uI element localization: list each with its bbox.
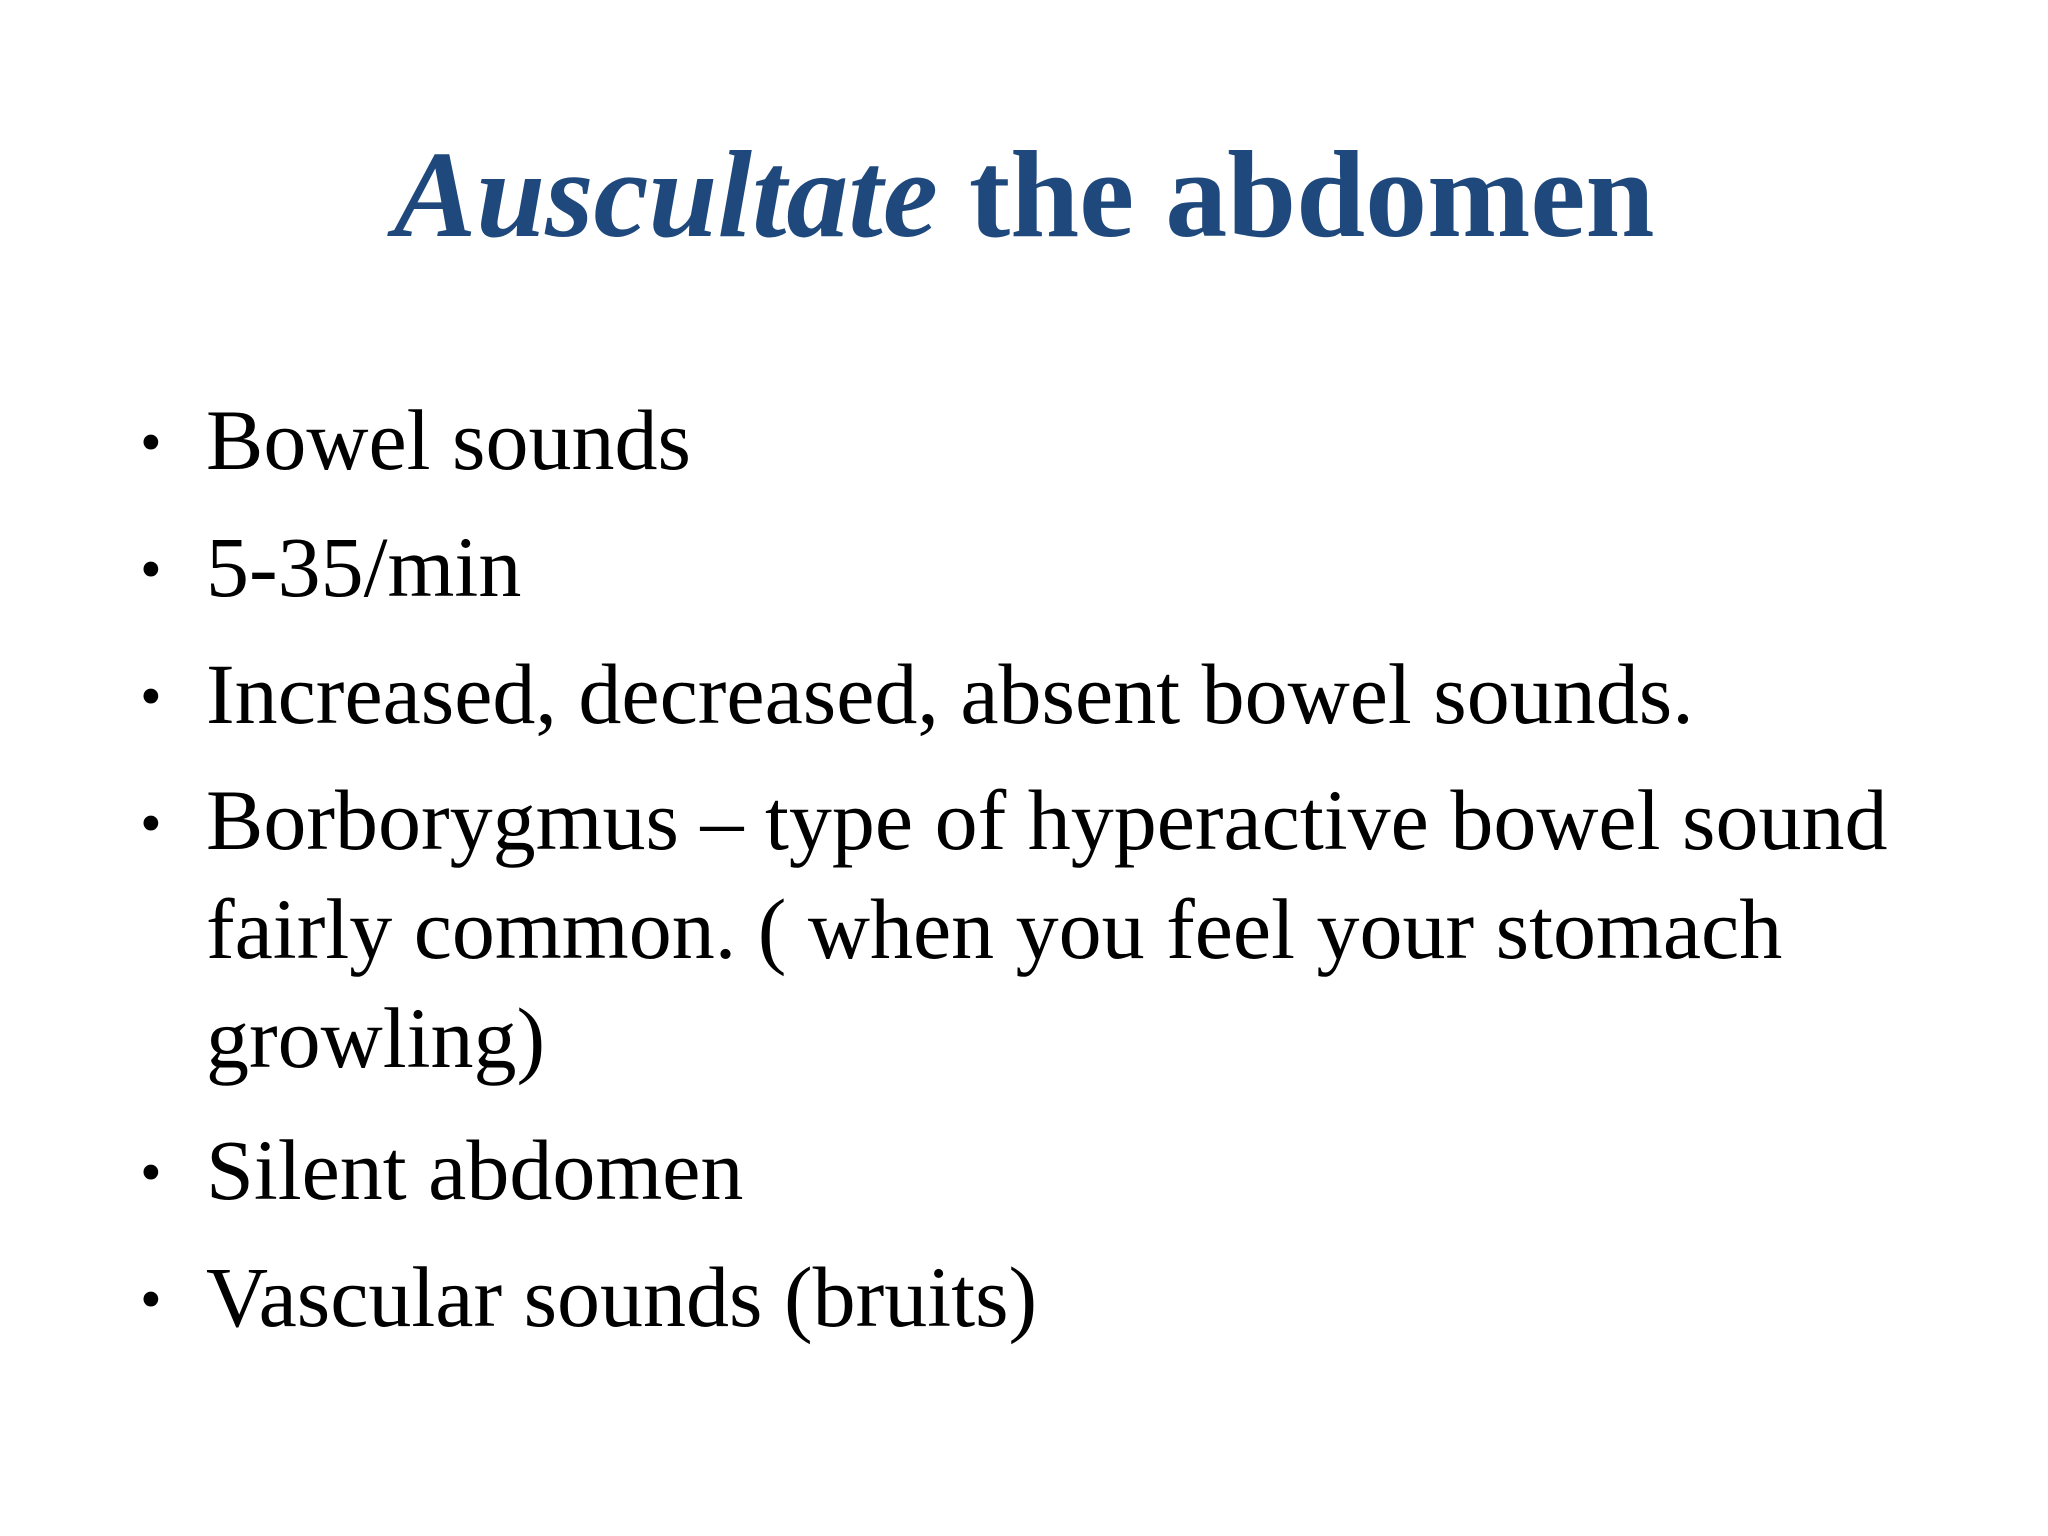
bullet-item-rate	[140, 512, 1940, 622]
bullet-text: Borborygmus – type of hyperactive bowel sound fairly common. ( when you feel your stomach growling)	[206, 772, 1888, 1086]
bullet-item-borborygmus	[140, 766, 1940, 1093]
bullet-item-bowel-sounds	[140, 385, 1940, 495]
slide-title-italic: Auscultate	[393, 126, 938, 263]
bullet-dot-icon: •	[140, 1266, 162, 1334]
bullet-text: 5-35/min	[206, 519, 522, 615]
bullet-dot-icon: •	[140, 536, 162, 604]
bullet-item-increased-decreased	[140, 639, 1940, 749]
bullet-dot-icon: •	[140, 1139, 162, 1207]
bullet-dot-icon: •	[140, 663, 162, 731]
bullet-item-silent-abdomen	[140, 1115, 1940, 1225]
bullet-list	[140, 385, 1940, 1369]
slide-title-rest: the abdomen	[937, 126, 1655, 263]
bullet-dot-icon: •	[140, 409, 162, 477]
bullet-text: Increased, decreased, absent bowel sounds.	[206, 646, 1694, 742]
bullet-dot-icon: •	[140, 790, 162, 858]
bullet-text: Silent abdomen	[206, 1122, 744, 1218]
slide-title	[0, 120, 2048, 270]
bullet-text: Bowel sounds	[206, 392, 691, 488]
bullet-text: Vascular sounds (bruits)	[206, 1249, 1038, 1345]
bullet-item-vascular-sounds	[140, 1242, 1940, 1352]
